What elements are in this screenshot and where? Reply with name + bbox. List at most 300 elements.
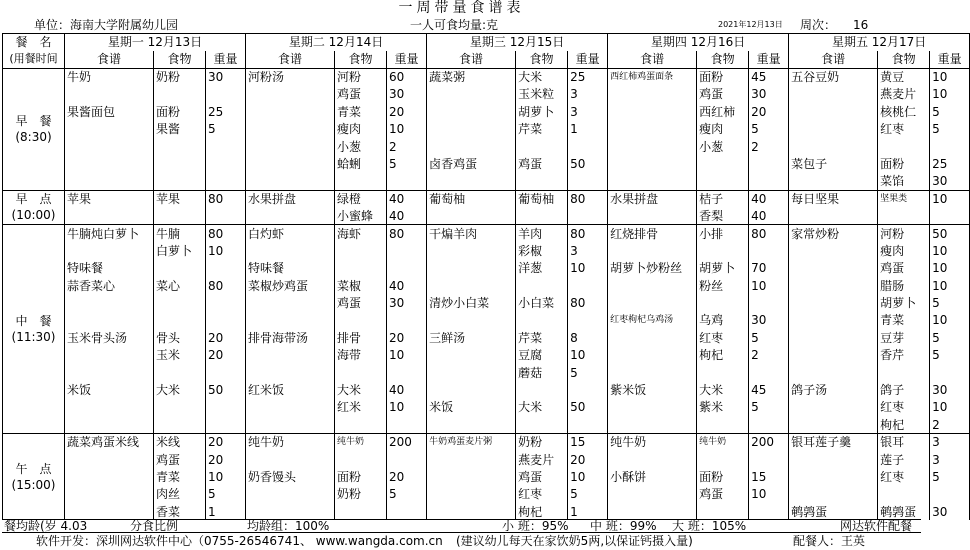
food-qty: 3 bbox=[568, 242, 608, 259]
food-name: 黄豆 bbox=[878, 68, 930, 85]
food-qty bbox=[206, 207, 246, 224]
food-name: 红枣 bbox=[516, 486, 568, 503]
food-name: 小葱 bbox=[335, 138, 387, 155]
food-name: 奶粉 bbox=[516, 433, 568, 450]
dish-name: 银耳莲子羹 bbox=[789, 433, 878, 450]
menu-row bbox=[3, 451, 970, 468]
meal-column-header: 餐 名 bbox=[3, 34, 65, 51]
food-name: 鸡蛋 bbox=[516, 155, 568, 172]
dish-name: 鸽子汤 bbox=[789, 381, 878, 398]
food-name: 腊肠 bbox=[878, 277, 930, 294]
dish-name bbox=[246, 416, 335, 433]
food-qty: 5 bbox=[206, 486, 246, 503]
dish-name bbox=[246, 503, 335, 520]
food-qty: 20 bbox=[387, 103, 427, 120]
dish-col-header: 食谱 bbox=[789, 51, 878, 68]
dish-name: 清炒小白菜 bbox=[427, 294, 516, 311]
dish-name bbox=[608, 120, 697, 137]
menu-row bbox=[3, 225, 970, 242]
dish-name bbox=[65, 451, 154, 468]
developer-label: 软件开发：深圳网达软件中心（0755-26546741、 www.wangda.com.cn bbox=[36, 534, 443, 548]
food-name bbox=[335, 173, 387, 190]
food-name bbox=[335, 312, 387, 329]
food-name: 河粉 bbox=[878, 225, 930, 242]
food-name: 红枣 bbox=[697, 329, 749, 346]
food-qty: 10 bbox=[206, 242, 246, 259]
food-qty: 5 bbox=[568, 364, 608, 381]
food-name: 奶粉 bbox=[154, 68, 206, 85]
food-qty: 70 bbox=[749, 260, 789, 277]
menu-row bbox=[3, 120, 970, 137]
menu-table bbox=[2, 33, 970, 520]
dish-name bbox=[65, 347, 154, 364]
food-name: 羊肉 bbox=[516, 225, 568, 242]
large-class-label: 大 班：105% bbox=[672, 519, 747, 533]
qty-col-header: 重量 bbox=[568, 51, 608, 68]
food-name: 鸡蛋 bbox=[878, 260, 930, 277]
food-qty: 2 bbox=[749, 138, 789, 155]
menu-row bbox=[3, 138, 970, 155]
food-qty: 40 bbox=[749, 190, 789, 207]
food-qty bbox=[749, 451, 789, 468]
food-qty: 10 bbox=[930, 68, 970, 85]
edible-label: 一人可食均量:克 bbox=[410, 18, 499, 32]
dish-name bbox=[608, 277, 697, 294]
dish-name bbox=[65, 294, 154, 311]
food-name: 鸡蛋 bbox=[154, 451, 206, 468]
food-name bbox=[697, 503, 749, 520]
food-qty: 10 bbox=[568, 347, 608, 364]
dish-name bbox=[427, 347, 516, 364]
dish-name bbox=[65, 155, 154, 172]
food-name: 菜椒 bbox=[335, 277, 387, 294]
food-name: 香梨 bbox=[697, 207, 749, 224]
dish-name: 特味餐 bbox=[246, 260, 335, 277]
food-qty: 80 bbox=[568, 190, 608, 207]
food-qty bbox=[568, 277, 608, 294]
food-name bbox=[154, 86, 206, 103]
food-name: 粉丝 bbox=[697, 277, 749, 294]
week-label: 周次： bbox=[800, 18, 837, 32]
food-col-header: 食物 bbox=[154, 51, 206, 68]
dish-name bbox=[65, 242, 154, 259]
unit-label: 单位：海南大学附属幼儿园 bbox=[34, 18, 179, 32]
food-qty: 10 bbox=[930, 86, 970, 103]
food-qty: 40 bbox=[387, 277, 427, 294]
day-header-4: 星期四 12月16日 bbox=[608, 34, 789, 51]
dish-name bbox=[427, 120, 516, 137]
food-qty: 1 bbox=[568, 503, 608, 520]
food-qty: 1 bbox=[206, 503, 246, 520]
food-qty: 50 bbox=[568, 399, 608, 416]
food-name: 纯牛奶 bbox=[335, 433, 387, 450]
dish-name bbox=[65, 503, 154, 520]
dish-col-header: 食谱 bbox=[427, 51, 516, 68]
food-name: 鹌鹑蛋 bbox=[878, 503, 930, 520]
food-qty: 10 bbox=[206, 468, 246, 485]
food-qty: 5 bbox=[930, 294, 970, 311]
food-name: 骨头 bbox=[154, 329, 206, 346]
food-name: 鸡蛋 bbox=[335, 294, 387, 311]
dish-name bbox=[789, 103, 878, 120]
dish-name: 每日坚果 bbox=[789, 190, 878, 207]
dish-name: 纯牛奶 bbox=[608, 433, 697, 450]
food-name: 苹果 bbox=[154, 190, 206, 207]
food-name: 芹菜 bbox=[516, 120, 568, 137]
dish-name bbox=[608, 329, 697, 346]
food-name: 大米 bbox=[516, 68, 568, 85]
food-name: 芹菜 bbox=[516, 329, 568, 346]
food-name: 玉米粒 bbox=[516, 86, 568, 103]
dish-name: 米饭 bbox=[427, 399, 516, 416]
dish-name: 特味餐 bbox=[65, 260, 154, 277]
food-name: 洋葱 bbox=[516, 260, 568, 277]
menu-row bbox=[3, 173, 970, 190]
food-qty: 10 bbox=[568, 260, 608, 277]
food-name: 银耳 bbox=[878, 433, 930, 450]
food-qty bbox=[568, 381, 608, 398]
food-qty bbox=[568, 312, 608, 329]
food-qty bbox=[749, 416, 789, 433]
dish-name: 小酥饼 bbox=[608, 468, 697, 485]
dish-name bbox=[789, 242, 878, 259]
food-qty: 3 bbox=[568, 86, 608, 103]
dish-name: 葡萄柚 bbox=[427, 190, 516, 207]
dish-name bbox=[789, 120, 878, 137]
food-qty bbox=[387, 503, 427, 520]
dish-name bbox=[789, 207, 878, 224]
dish-name bbox=[427, 451, 516, 468]
dish-name bbox=[65, 312, 154, 329]
dish-name: 红米饭 bbox=[246, 381, 335, 398]
food-name: 蛤蜊 bbox=[335, 155, 387, 172]
food-qty: 50 bbox=[930, 225, 970, 242]
dish-name bbox=[65, 486, 154, 503]
food-name bbox=[154, 155, 206, 172]
menu-row bbox=[3, 381, 970, 398]
date-label: 2021年12月13日 bbox=[718, 20, 783, 29]
food-name: 白萝卜 bbox=[154, 242, 206, 259]
food-qty bbox=[387, 312, 427, 329]
dish-name bbox=[427, 86, 516, 103]
dish-name: 红枣枸杞乌鸡汤 bbox=[608, 312, 697, 329]
food-name: 乌鸡 bbox=[697, 312, 749, 329]
food-name: 枸杞 bbox=[697, 347, 749, 364]
food-col-header: 食物 bbox=[335, 51, 387, 68]
food-qty bbox=[206, 416, 246, 433]
dish-name bbox=[246, 312, 335, 329]
food-qty: 30 bbox=[387, 294, 427, 311]
meal-name: 早 餐 bbox=[15, 114, 52, 129]
meal-time: (8:30) bbox=[15, 130, 52, 145]
food-name: 胡萝卜 bbox=[878, 294, 930, 311]
food-qty: 40 bbox=[387, 190, 427, 207]
dish-name bbox=[427, 503, 516, 520]
dish-name bbox=[608, 364, 697, 381]
food-name: 海虾 bbox=[335, 225, 387, 242]
food-qty: 10 bbox=[930, 242, 970, 259]
food-name: 纯牛奶 bbox=[697, 433, 749, 450]
food-qty bbox=[930, 207, 970, 224]
food-name: 枸杞 bbox=[878, 416, 930, 433]
credit-line bbox=[0, 534, 923, 550]
dish-name bbox=[246, 103, 335, 120]
food-qty: 25 bbox=[568, 68, 608, 85]
food-name bbox=[697, 451, 749, 468]
dish-name bbox=[789, 86, 878, 103]
dish-name bbox=[246, 120, 335, 137]
dish-name bbox=[608, 347, 697, 364]
food-qty bbox=[387, 242, 427, 259]
food-qty: 30 bbox=[749, 86, 789, 103]
dish-name bbox=[427, 242, 516, 259]
food-name: 小葱 bbox=[697, 138, 749, 155]
meal-name: 午 点 bbox=[15, 462, 52, 477]
food-name bbox=[335, 503, 387, 520]
food-name: 燕麦片 bbox=[516, 451, 568, 468]
food-qty: 10 bbox=[930, 277, 970, 294]
dish-name bbox=[427, 173, 516, 190]
food-name: 大米 bbox=[697, 381, 749, 398]
qty-col-header: 重量 bbox=[749, 51, 789, 68]
dish-name: 蔬菜粥 bbox=[427, 68, 516, 85]
food-qty: 5 bbox=[930, 468, 970, 485]
menu-row bbox=[3, 347, 970, 364]
food-name bbox=[516, 312, 568, 329]
food-name bbox=[697, 364, 749, 381]
food-qty: 5 bbox=[568, 486, 608, 503]
qty-col-header: 重量 bbox=[930, 51, 970, 68]
food-name: 红枣 bbox=[878, 468, 930, 485]
food-col-header: 食物 bbox=[878, 51, 930, 68]
meal-time: (10:00) bbox=[11, 208, 56, 223]
small-class-label: 小 班：95% bbox=[502, 519, 569, 533]
food-qty: 10 bbox=[568, 468, 608, 485]
food-qty: 80 bbox=[749, 225, 789, 242]
dish-name: 紫米饭 bbox=[608, 381, 697, 398]
dish-name bbox=[246, 399, 335, 416]
food-name bbox=[335, 260, 387, 277]
dish-name bbox=[427, 277, 516, 294]
dish-name bbox=[65, 207, 154, 224]
food-col-header: 食物 bbox=[697, 51, 749, 68]
dish-name: 干煸羊肉 bbox=[427, 225, 516, 242]
food-qty: 3 bbox=[930, 433, 970, 450]
food-name bbox=[516, 138, 568, 155]
dish-name: 牛奶鸡蛋麦片粥 bbox=[427, 433, 516, 450]
food-qty bbox=[930, 486, 970, 503]
dish-name bbox=[246, 155, 335, 172]
food-name bbox=[154, 312, 206, 329]
food-name bbox=[154, 399, 206, 416]
dish-col-header: 食谱 bbox=[246, 51, 335, 68]
menu-row bbox=[3, 312, 970, 329]
ratio-label: 分食比例 bbox=[130, 519, 179, 533]
food-qty: 20 bbox=[568, 451, 608, 468]
dish-name: 西红柿鸡蛋面条 bbox=[608, 68, 697, 85]
dish-name bbox=[246, 364, 335, 381]
food-qty: 80 bbox=[206, 190, 246, 207]
food-name: 莲子 bbox=[878, 451, 930, 468]
food-name: 香芹 bbox=[878, 347, 930, 364]
food-qty: 80 bbox=[206, 225, 246, 242]
meal-cell bbox=[3, 68, 65, 190]
food-name: 小排 bbox=[697, 225, 749, 242]
food-qty: 20 bbox=[206, 433, 246, 450]
food-name bbox=[516, 381, 568, 398]
food-qty: 40 bbox=[749, 207, 789, 224]
dish-name bbox=[246, 486, 335, 503]
food-name bbox=[335, 451, 387, 468]
food-name: 面粉 bbox=[878, 155, 930, 172]
food-col-header: 食物 bbox=[516, 51, 568, 68]
food-qty: 5 bbox=[749, 399, 789, 416]
menu-row bbox=[3, 155, 970, 172]
food-qty: 2 bbox=[749, 347, 789, 364]
food-name: 红米 bbox=[335, 399, 387, 416]
food-name bbox=[878, 486, 930, 503]
food-qty: 10 bbox=[749, 277, 789, 294]
food-name: 菜馅 bbox=[878, 173, 930, 190]
food-qty: 20 bbox=[206, 329, 246, 346]
dish-name: 菜包子 bbox=[789, 155, 878, 172]
food-name: 蘑菇 bbox=[516, 364, 568, 381]
dish-name bbox=[427, 468, 516, 485]
food-qty bbox=[930, 138, 970, 155]
food-qty: 10 bbox=[930, 190, 970, 207]
dish-name bbox=[789, 364, 878, 381]
food-qty: 3 bbox=[568, 103, 608, 120]
food-qty bbox=[206, 138, 246, 155]
dish-name bbox=[608, 207, 697, 224]
dish-name bbox=[427, 416, 516, 433]
meal-cell bbox=[3, 225, 65, 434]
dish-name bbox=[427, 486, 516, 503]
food-name: 核桃仁 bbox=[878, 103, 930, 120]
food-qty: 50 bbox=[206, 381, 246, 398]
menu-row bbox=[3, 503, 970, 520]
dish-name bbox=[65, 120, 154, 137]
food-name: 紫米 bbox=[697, 399, 749, 416]
dish-name bbox=[246, 86, 335, 103]
food-qty: 80 bbox=[568, 225, 608, 242]
day-header-3: 星期三 12月15日 bbox=[427, 34, 608, 51]
page-title: 一周带量食谱表 bbox=[398, 0, 525, 16]
food-qty: 20 bbox=[206, 347, 246, 364]
food-name: 瘦肉 bbox=[878, 242, 930, 259]
food-name bbox=[697, 242, 749, 259]
dish-name: 牛奶 bbox=[65, 68, 154, 85]
food-name bbox=[516, 277, 568, 294]
food-name bbox=[154, 173, 206, 190]
food-qty: 30 bbox=[206, 68, 246, 85]
dish-name bbox=[65, 86, 154, 103]
preparer-label: 配餐人：王英 bbox=[793, 534, 866, 548]
dish-name bbox=[789, 173, 878, 190]
food-name: 瘦肉 bbox=[697, 120, 749, 137]
food-qty: 25 bbox=[206, 103, 246, 120]
food-name: 葡萄柚 bbox=[516, 190, 568, 207]
dish-name: 水果拼盘 bbox=[608, 190, 697, 207]
food-name bbox=[516, 416, 568, 433]
dish-name: 牛腩炖白萝卜 bbox=[65, 225, 154, 242]
dish-name: 鹌鹑蛋 bbox=[789, 503, 878, 520]
food-qty: 30 bbox=[930, 503, 970, 520]
food-qty bbox=[749, 155, 789, 172]
food-qty bbox=[387, 260, 427, 277]
dish-name bbox=[789, 312, 878, 329]
food-qty bbox=[749, 364, 789, 381]
dish-name bbox=[789, 468, 878, 485]
meal-cell bbox=[3, 190, 65, 225]
header-days-row bbox=[3, 34, 970, 51]
meal-cell bbox=[3, 433, 65, 520]
food-qty: 30 bbox=[387, 86, 427, 103]
dish-name: 白灼虾 bbox=[246, 225, 335, 242]
food-qty: 15 bbox=[568, 433, 608, 450]
food-name: 胡萝卜 bbox=[516, 103, 568, 120]
brand-label: 网达软件配餐 bbox=[840, 519, 913, 533]
food-name: 枸杞 bbox=[516, 503, 568, 520]
food-qty bbox=[568, 138, 608, 155]
food-name: 坚果类 bbox=[878, 190, 930, 207]
food-qty: 5 bbox=[749, 120, 789, 137]
day-header-1: 星期一 12月13日 bbox=[65, 34, 246, 51]
food-name: 红枣 bbox=[878, 399, 930, 416]
food-qty bbox=[206, 312, 246, 329]
dish-name bbox=[608, 503, 697, 520]
food-qty: 20 bbox=[387, 329, 427, 346]
food-qty: 45 bbox=[749, 68, 789, 85]
dish-name: 红烧排骨 bbox=[608, 225, 697, 242]
dish-name bbox=[246, 451, 335, 468]
dish-name bbox=[789, 347, 878, 364]
dish-name: 菜椒炒鸡蛋 bbox=[246, 277, 335, 294]
food-name: 大米 bbox=[516, 399, 568, 416]
food-qty: 25 bbox=[930, 155, 970, 172]
food-name: 小白菜 bbox=[516, 294, 568, 311]
menu-row bbox=[3, 190, 970, 207]
food-qty: 5 bbox=[749, 329, 789, 346]
food-qty: 60 bbox=[387, 68, 427, 85]
food-qty bbox=[568, 416, 608, 433]
food-qty: 200 bbox=[749, 433, 789, 450]
qty-col-header: 重量 bbox=[206, 51, 246, 68]
dish-name bbox=[427, 138, 516, 155]
dish-name bbox=[608, 294, 697, 311]
food-qty: 80 bbox=[206, 277, 246, 294]
meal-time-header: (用餐时间 bbox=[3, 51, 65, 68]
dish-name: 河粉汤 bbox=[246, 68, 335, 85]
food-name: 鸡蛋 bbox=[335, 86, 387, 103]
food-qty bbox=[387, 451, 427, 468]
food-qty: 5 bbox=[387, 486, 427, 503]
menu-row bbox=[3, 294, 970, 311]
dish-name: 奶香馒头 bbox=[246, 468, 335, 485]
dish-name: 水果拼盘 bbox=[246, 190, 335, 207]
menu-row bbox=[3, 242, 970, 259]
dish-name bbox=[608, 103, 697, 120]
menu-row bbox=[3, 86, 970, 103]
food-qty: 30 bbox=[930, 381, 970, 398]
menu-row bbox=[3, 103, 970, 120]
dish-name bbox=[65, 173, 154, 190]
food-name: 菜心 bbox=[154, 277, 206, 294]
food-name: 玉米 bbox=[154, 347, 206, 364]
advice-label: (建议幼儿每天在家饮奶5两,以保证钙摄入量) bbox=[456, 534, 693, 548]
food-qty: 40 bbox=[387, 381, 427, 398]
dish-name bbox=[608, 416, 697, 433]
